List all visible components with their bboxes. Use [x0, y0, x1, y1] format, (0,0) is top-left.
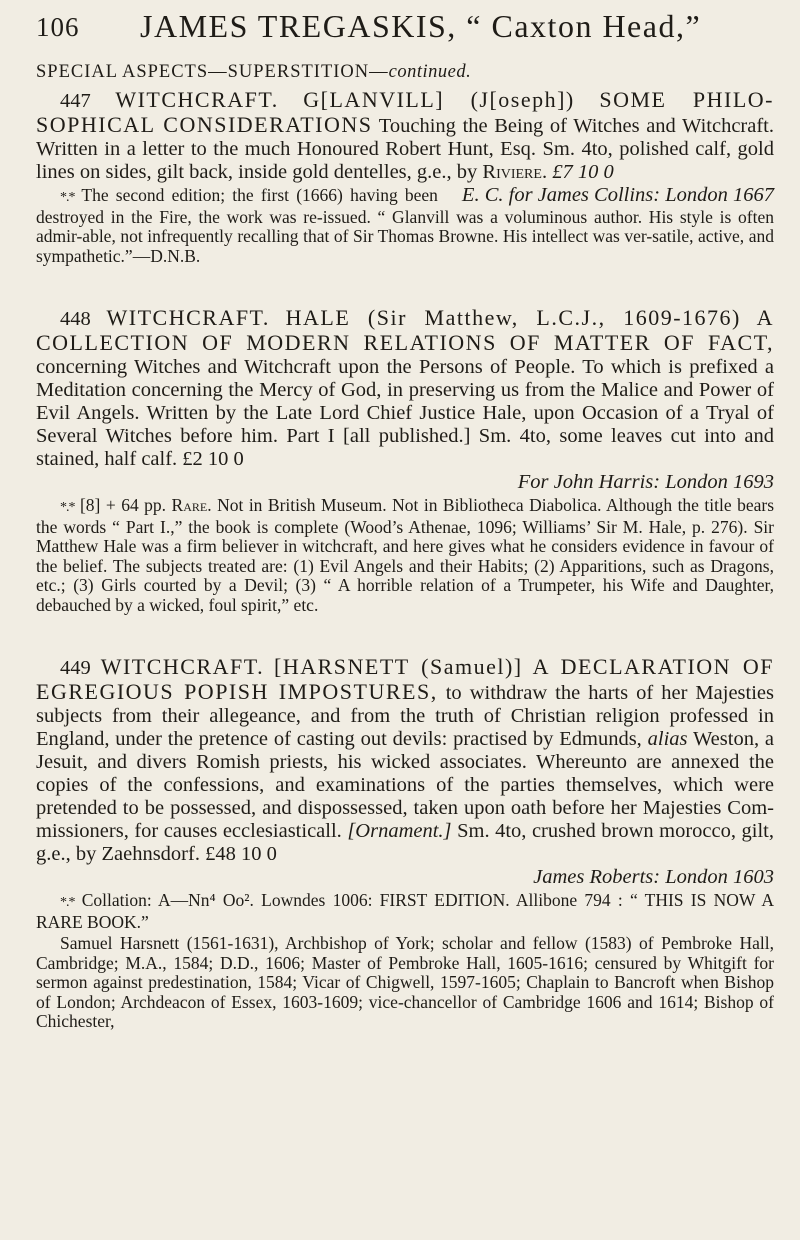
entry-binder: Riviere. [482, 161, 548, 183]
entry-title-caps: A COLLECTION OF MODERN RELATIONS OF MATTER OF FACT, [36, 305, 775, 355]
page-number: 106 [36, 12, 80, 42]
running-title: JAMES TREGASKIS, “ Caxton Head,” [140, 8, 702, 44]
entry-author: [HARSNETT (Samuel)] [274, 654, 523, 679]
running-head [36, 8, 778, 52]
entry-imprint: For John Harris: London 1693 [517, 471, 774, 493]
entry-heading: WITCHCRAFT. [100, 654, 265, 679]
catalogue-entry-447 [36, 88, 774, 266]
entry-gap [36, 266, 774, 306]
entry-gap [36, 615, 774, 655]
section-heading-text: SPECIAL ASPECTS—SUPERSTITION— [36, 62, 389, 82]
lot-number: 447 [60, 90, 91, 112]
entry-note [36, 496, 774, 615]
entry-price: £48 10 0 [205, 843, 277, 865]
entry-note [36, 891, 774, 932]
entry-imprint-inline: E. C. for James Collins: London 1667 [461, 184, 774, 206]
lot-number: 449 [60, 657, 91, 679]
entry-author: HALE (Sir Matthew, L.C.J., 1609-1676) [285, 305, 741, 330]
entry-note-text: Collation: A—Nn⁴ Oo². Lowndes 1006: FIRST EDITION. Allibone 794 : “ THIS IS NOW A RARE BOOK.” [36, 890, 774, 932]
section-continued: continued. [388, 62, 472, 82]
entry-price: £7 10 0 [552, 161, 614, 183]
entry-title-rest: Touching the Being of Witches and Witchcraft. Written in a letter to the much Honoured Robert Hunt, Esq. Sm. 4to, polished calf, gold lines on sides, gilt back, inside gold dentelles, g.e., by [36, 115, 774, 183]
entry-imprint: James Roberts: London 1603 [533, 866, 774, 888]
entry-price: £2 10 0 [182, 448, 244, 470]
asterism-icon: *.* [60, 190, 75, 205]
entry-alias: alias [647, 728, 688, 750]
entry-note-rare: Rare. [171, 495, 212, 515]
entry-note-lead: [8] + 64 pp. [79, 495, 167, 515]
entry-title-caps: A DECLARATION OF EGREGIOUS POPISH IMPOSTURES, [36, 654, 775, 704]
entry-heading: WITCHCRAFT. [115, 87, 279, 112]
asterism-icon: *.* [60, 895, 75, 910]
entry-description [36, 655, 774, 866]
entry-description [36, 306, 774, 471]
entry-note-biography [36, 934, 774, 1032]
asterism-icon: *.* [60, 500, 75, 515]
entry-title-rest: concerning Witches and Witchcraft upon the Persons of People. To which is prefixed a Meditation concerning the Mercy of God, in preserving us from the Malice and Power of Evil Angels. Written by the Late Lord Chief Justice Hale, upon Occasion of a Tryal of Several Witches before him. Part I [all published.] Sm. 4to, some leaves cut into and stained, half calf. [36, 356, 774, 470]
entry-author: G[LANVILL] (J[oseph]) [303, 87, 575, 112]
entry-note-text: Not in British Museum. Not in Bibliotheca Diabolica. Although the title bears the words “ Part I.,” the book is complete (Wood’s Athenae, 1096; Williams’ Sir M. Hale, p. 276). Sir Matthew Hale was a firm believer in witchcraft, and here gives what he considers evidence in favour of the belief. The subjects treated are: (1) Evil Angels and their Habits; (2) Apparitions, such as Dragons, etc.; (3) Girls courted by a Devil; (3) “ A horrible relation of a Trumpeter, his Wife and Daughter, debauched by a wicked, foul spirit,” etc. [36, 495, 775, 615]
entry-note-text: The second edition; the first (1666) having been destroyed in the Fire, the work was re-issued. “ Glanvill was a voluminous author. His style is often admir-able, not infrequently recalling that of Sir Thomas Browne. His intellect was ver-satile, active, and sympathetic.”—D.N.B. [36, 185, 774, 266]
entry-title-rest3: Sm. 4to, crushed brown morocco, gilt, g.e., by Zaehnsdorf. [36, 820, 775, 865]
catalogue-entry-448 [36, 306, 774, 615]
section-heading [36, 62, 471, 83]
entry-title-rest: to withdraw the harts of her Majesties subjects from their allegeance, and from the truth of Christian religion professed in England, under the pretence of casting out devils: practised by Edmunds, [36, 682, 774, 750]
entry-description [36, 87, 775, 206]
entry-title-rest2: Weston, a Jesuit, and divers Romish priests, his wicked associates. Whereunto are annexed the copies of the confessions, and examinations of the parties themselves, which were pretended to be possessed, and dispossessed, taken upon oath before her Majesties Com-missioners, for causes ecclesiasticall. [36, 728, 774, 842]
lot-number: 448 [60, 308, 91, 330]
catalogue-entry-449 [36, 655, 774, 1032]
entry-note-text: Samuel Harsnett (1561-1631), Archbishop of York; scholar and fellow (1583) of Pembroke Hall, Cambridge; M.A., 1584; D.D., 1606; Master of Pembroke Hall, 1605-1616; censured by Whitgift for sermon against predestination, 1584; Vicar of Chigwell, 1597-1605; Chaplain to Bancroft when Bishop of London; Archdeacon of Essex, 1603-1609; vice-chancellor of Cambridge 1606 and 1614; Bishop of Chichester, [36, 933, 774, 1031]
entry-heading: WITCHCRAFT. [106, 305, 270, 330]
catalogue-body [36, 88, 774, 1032]
entry-title-caps: SOME PHILO-SOPHICAL CONSIDERATIONS [36, 87, 775, 137]
entry-ornament: [Ornament.] [347, 820, 452, 842]
